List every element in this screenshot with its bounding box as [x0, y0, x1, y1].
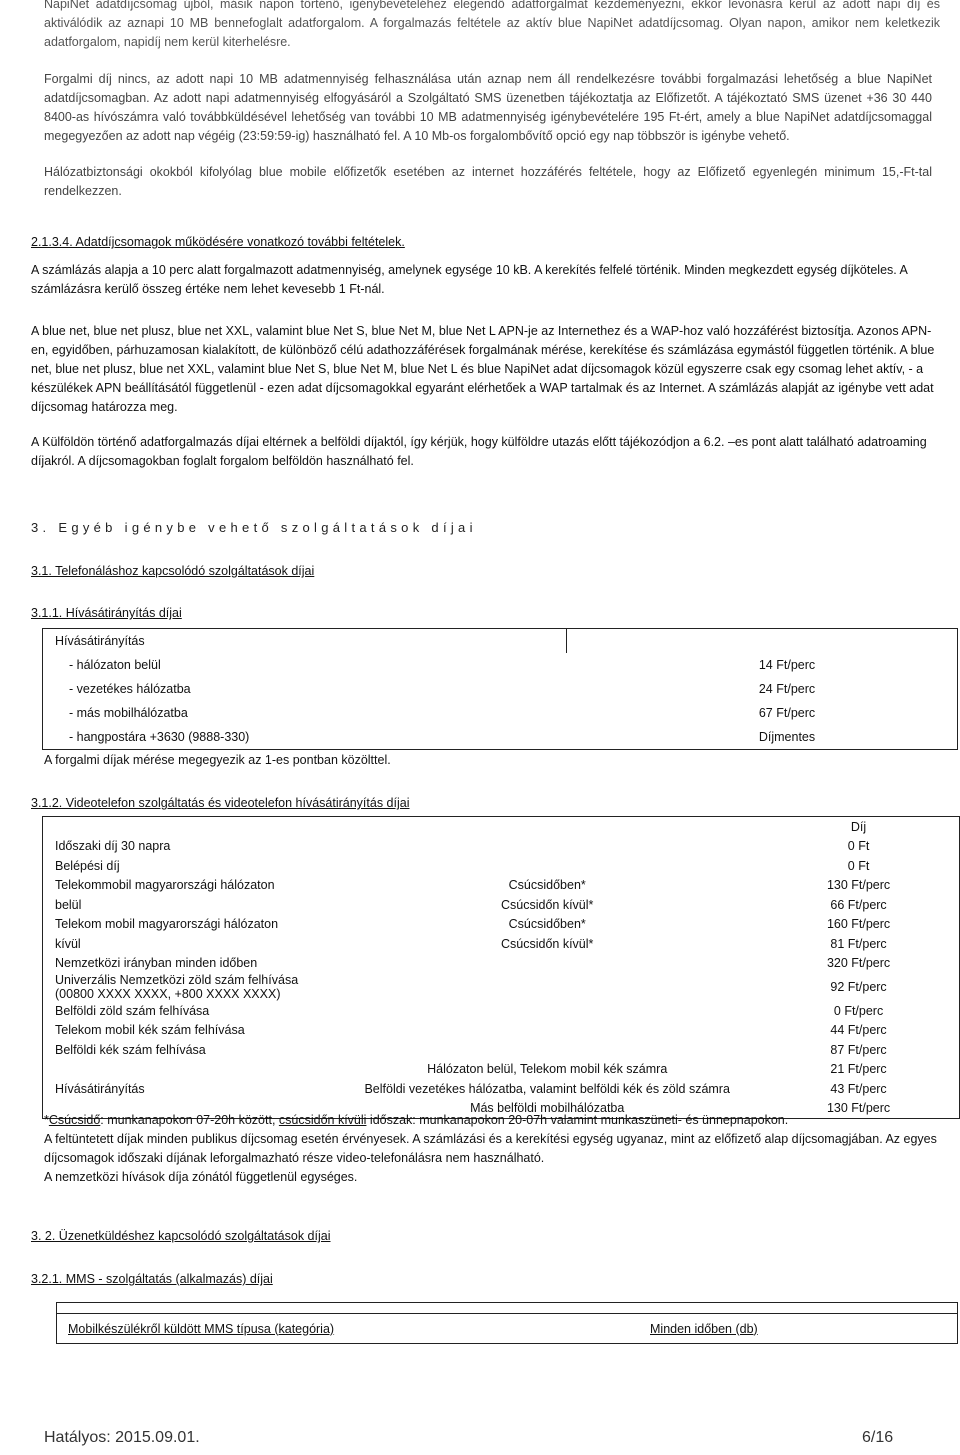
row-price: 87 Ft/perc — [758, 1040, 959, 1060]
row-condition: Csúcsidőben* — [508, 917, 586, 932]
row-condition — [336, 973, 758, 1001]
row-label: Belföldi kék szám felhívása — [43, 1040, 337, 1060]
heading-2-1-3-4: 2.1.3.4. Adatdíjcsomagok működésére vonatkozó további feltételek. — [31, 235, 405, 249]
row-condition: Hálózaton belül, Telekom mobil kék számra — [427, 1062, 668, 1077]
row-label: Belföldi zöld szám felhívása — [43, 1001, 337, 1021]
heading-3-1-2: 3.1.2. Videotelefon szolgáltatás és videotelefon hívásátirányítás díjai — [31, 796, 410, 810]
mms-col-tipus: Mobilkészülékről küldött MMS típusa (kategória) — [57, 1314, 651, 1344]
row-condition — [336, 1040, 758, 1060]
row-price: 130 Ft/perc — [758, 1099, 959, 1119]
row-condition — [336, 837, 758, 857]
table-row — [43, 837, 960, 857]
row-label: - hangpostára +3630 (9888-330) — [43, 725, 567, 750]
table-row — [43, 856, 960, 876]
row-label: Telekom mobil kék szám felhívása — [43, 1021, 337, 1041]
table-row — [43, 934, 960, 954]
row-label: Nemzetközi irányban minden időben — [43, 954, 337, 974]
heading-3-1: 3.1. Telefonáláshoz kapcsolódó szolgáltatások díjai — [31, 564, 315, 578]
row-price: 0 Ft/perc — [758, 1001, 959, 1021]
heading-3-2-1: 3.2.1. MMS - szolgáltatás (alkalmazás) díjai — [31, 1272, 273, 1286]
table-row — [43, 1060, 960, 1080]
row-label — [43, 1060, 337, 1080]
paragraph-halozatbiztonsag: Hálózatbiztonsági okokból kifolyólag blue mobile előfizetők esetében az internet hozzáférés feltétele, hogy az Előfizető egyenlegén minimum 15,-Ft-tal rendelkezzen. — [44, 165, 932, 198]
row-condition — [336, 954, 758, 974]
footnote-csucsido: *Csúcsidő: munkanapokon 07-20h között, csúcsidőn kívüli időszak: munkanapokon 20-07h valamint munkaszüneti- és ünnepnapokon. — [44, 1113, 789, 1127]
row-condition — [336, 1021, 758, 1041]
videotelefon-table — [42, 816, 960, 1119]
row-condition — [336, 1001, 758, 1021]
term-csucsidon-kivuli: csúcsidőn kívüli — [278, 1113, 367, 1127]
table-row — [43, 701, 958, 725]
row-condition: Csúcsidőn kívül* — [500, 936, 594, 951]
note-meres: A forgalmi díjak mérése megegyezik az 1-es pontban közölttel. — [44, 753, 391, 767]
paragraph-apn: A blue net, blue net plusz, blue net XXL, valamint blue Net S, blue Net M, blue Net L APN-je az Internethez és a WAP-hoz való hozzáférést biztosítja. Azonos APN-en, egyidőben, párhuzamosan kialakított, de különböző célú adathozzáférések forgalmának mérése, kerekítése és számlázása egymástól független történik. A blue net, blue net plusz, blue net XXL, valamint blue Net S, blue Net M, blue Net L és blue NapiNet adat díjcsomagok közül egyszerre csak egy csomag lehet aktív, - a készülékek APN beállításától függetlenül - ezen adat díjcsomagokkal egyaránt elérhetőek a WAP tartalmak és az Internet. A számlázás alapját az igénybe vett adat díjcsomag határozza meg. — [31, 324, 935, 414]
row-price: 130 Ft/perc — [758, 876, 959, 896]
paragraph-feltuntetett-dijak: A feltüntetett díjak minden publikus díjcsomag esetén érvényesek. A számlázási és a kerekítési egység ugyanaz, mint az előfizető alap díjcsomagjában. Az egyes díjcsomagok időszaki díjának leforgalmazható része video-telefonálásra nem használható. A nemzetközi hívások díja zónától függetlenül egységes. — [44, 1132, 937, 1184]
table-row — [43, 876, 960, 896]
paragraph-napinet-intro: NapiNet adatdíjcsomag újból, másik napon történő, igénybevételéhez elegendő adatforgalmat kezdeményezni, ekkor levonásra kerül az adott napi díj és aktiválódik az aznapi 10 MB bennefoglalt adatforgalom. A forgalmazás feltétele az aktív blue NapiNet adatdíjcsomag. Olyan napon, amikor nem keletkezik adatforgalom, napidíj nem kerül kiterhelésre. — [44, 0, 940, 49]
row-label: Telekom mobil magyarországi hálózaton — [43, 915, 337, 935]
row-label: Időszaki díj 30 napra — [43, 837, 337, 857]
row-label: Belépési díj — [43, 856, 337, 876]
row-price: 0 Ft — [758, 856, 959, 876]
row-label: - hálózaton belül — [43, 653, 567, 677]
table-row — [43, 1079, 960, 1099]
hivasatiranyitas-table — [42, 628, 958, 750]
row-price: 92 Ft/perc — [758, 973, 959, 1001]
row-label: Hívásátirányítás — [43, 1079, 337, 1099]
table-row — [43, 653, 958, 677]
heading-3-1-1: 3.1.1. Hívásátirányítás díjai — [31, 606, 182, 620]
row-condition: Csúcsidőn kívül* — [500, 897, 594, 912]
table-row — [43, 1001, 960, 1021]
table-row — [43, 915, 960, 935]
row-value: 24 Ft/perc — [617, 677, 958, 701]
row-label: kívül — [43, 934, 337, 954]
table-header-row — [57, 1314, 958, 1344]
row-label: belül — [43, 895, 337, 915]
row-price: 66 Ft/perc — [758, 895, 959, 915]
table-row — [43, 677, 958, 701]
footer-page-number: 6/16 — [862, 1429, 894, 1446]
footer-hatalyos: Hatályos: 2015.09.01. — [44, 1429, 200, 1446]
row-label: Telekommobil magyarországi hálózaton — [43, 876, 337, 896]
mms-table — [56, 1302, 958, 1344]
row-value: Díjmentes — [617, 725, 958, 750]
table-row — [43, 1040, 960, 1060]
row-label: Univerzális Nemzetközi zöld szám felhívása (00800 XXXX XXXX, +800 XXXX XXXX) — [43, 973, 337, 1001]
row-condition: Más belföldi mobilhálózatba — [336, 1099, 758, 1119]
row-price: 21 Ft/perc — [758, 1060, 959, 1080]
term-csucsido: Csúcsidő — [48, 1113, 101, 1127]
row-condition — [336, 856, 758, 876]
row-condition: Belföldi vezetékes hálózatba, valamint belföldi kék és zöld számra — [364, 1081, 730, 1096]
table-header-dij: Díj — [758, 817, 959, 837]
row-price: 320 Ft/perc — [758, 954, 959, 974]
row-price: 160 Ft/perc — [758, 915, 959, 935]
table-row — [43, 1021, 960, 1041]
row-price: 0 Ft — [758, 837, 959, 857]
table-row — [43, 895, 960, 915]
table-row — [43, 725, 958, 750]
row-value: 14 Ft/perc — [617, 653, 958, 677]
row-price: 43 Ft/perc — [758, 1079, 959, 1099]
row-condition: Csúcsidőben* — [508, 878, 586, 893]
row-value: 67 Ft/perc — [617, 701, 958, 725]
row-label: - vezetékes hálózatba — [43, 677, 567, 701]
row-label: - más mobilhálózatba — [43, 701, 567, 725]
row-price: 81 Ft/perc — [758, 934, 959, 954]
heading-3-2: 3. 2. Üzenetküldéshez kapcsolódó szolgáltatások díjai — [31, 1229, 331, 1243]
mms-col-minden-idoben: Minden időben (db) — [650, 1314, 958, 1344]
table-header-cell: Hívásátirányítás — [43, 629, 567, 654]
paragraph-forgalmi-dij: Forgalmi díj nincs, az adott napi 10 MB adatmennyiség felhasználása után aznap nem áll rendelkezésre további forgalmazási lehetőség a blue NapiNet adatdíjcsomagban. Az adott napi adatmennyiség elfogyásáról a Szolgáltató SMS üzenetben tájékoztatja az Előfizetőt. A tájékoztató SMS üzenet +36 30 440 8400-as hívószámra való továbbküldésével lehetőség van további 10 MB adatmennyiség igénybevételére 195 Ft-ért, amely a blue NapiNet adatdíjcsomaggal megegyezően az adott nap végéig (23:59:59-ig) használható fel. A 10 Mb-os forgalombővítő opció egy nap többször is igénybe vehető. — [44, 72, 932, 143]
row-price: 44 Ft/perc — [758, 1021, 959, 1041]
table-row — [43, 973, 960, 1001]
paragraph-kulfold: A Külföldön történő adatforgalmazás díjai eltérnek a belföldi díjaktól, így kérjük, hogy külföldre utazás előtt tájékozódjon a 6.2. –es pont alatt található adatroaming díjakról. A díjcsomagokban foglalt forgalom belföldön használható fel. — [31, 435, 927, 468]
section-title-3: 3. Egyéb igénybe vehető szolgáltatások díjai — [31, 520, 477, 535]
paragraph-szamlazas-alapja: A számlázás alapja a 10 perc alatt forgalmazott adatmennyiség, amelynek egysége 10 kB. A kerekítés felfelé történik. Minden megkezdett egység díjköteles. A számlázásra kerülő összeg értéke nem lehet kevesebb 1 Ft-nál. — [31, 263, 908, 296]
table-row — [43, 954, 960, 974]
